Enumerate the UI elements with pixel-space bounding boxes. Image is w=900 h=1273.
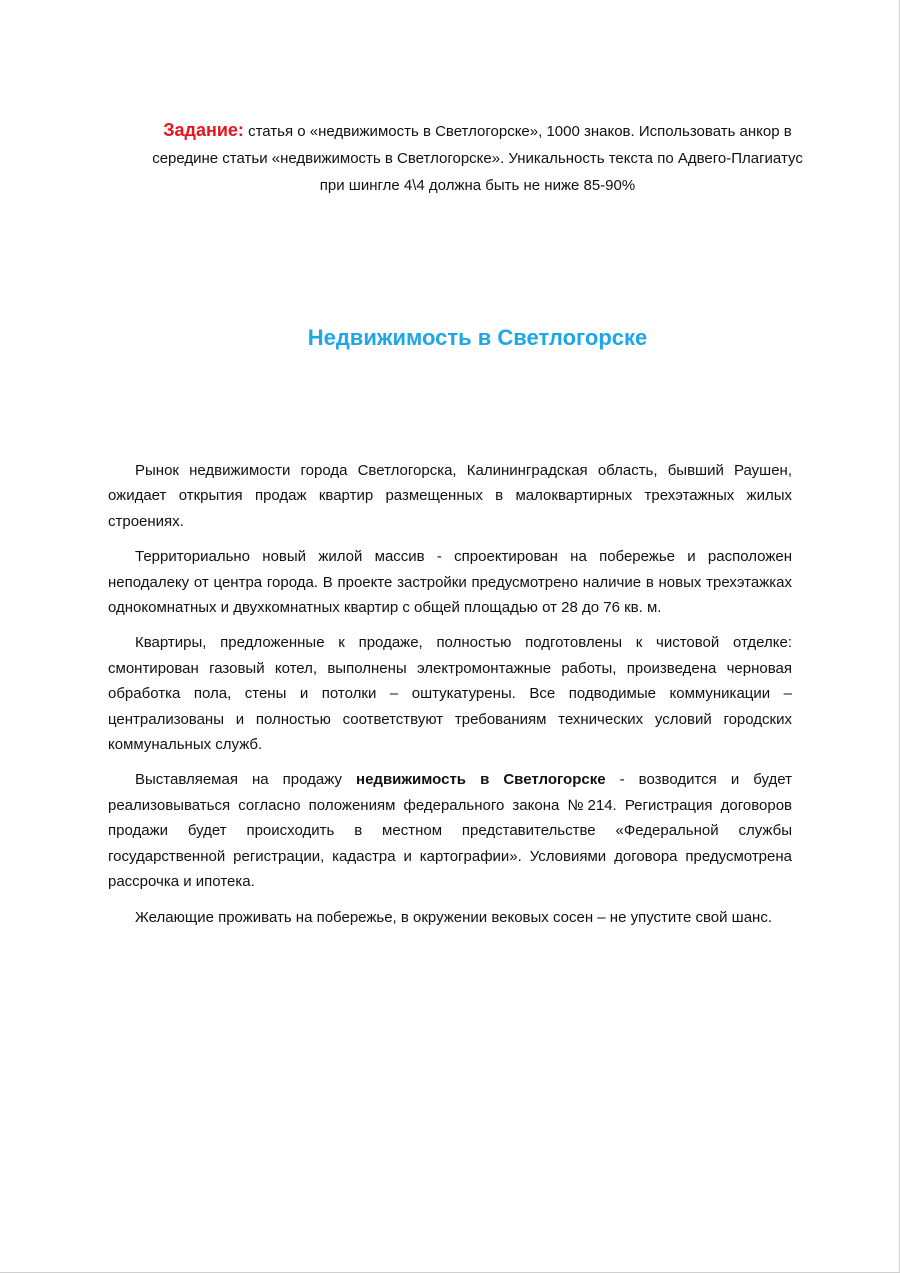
paragraph-4-start: Выставляемая на продажу xyxy=(135,771,357,789)
paragraph-4-end: - возводится и будет реализовываться согласно положениям федерального закона №214. Регистрация договоров продажи будет происходить в местном представительстве «Федеральной службы государственной регистрации, кадастра и картографии». Условиями договора предусмотрена рассрочка и ипотека. xyxy=(108,771,792,891)
article-body xyxy=(108,458,792,940)
article-paragraph-2: Территориально новый жилой массив - спроектирован на побережье и расположен неподалеку от центра города. В проекте застройки предусмотрено наличие в новых трехэтажках однокомнатных и двухкомнатных квартир с общей площадью от 28 до 76 кв. м. xyxy=(108,548,792,617)
anchor-text: недвижимость в Светлогорске xyxy=(356,771,606,789)
article-paragraph-5: Желающие проживать на побережье, в окружении вековых сосен – не упустите свой шанс. xyxy=(135,908,773,926)
article-title: Недвижимость в Светлогорске xyxy=(307,325,648,350)
article-paragraph-1: Рынок недвижимости города Светлогорска, Калининградская область, бывший Раушен, ожидает открытия продаж квартир размещенных в малоквартирных трехэтажных жилых строениях. xyxy=(108,462,792,530)
article-paragraph-3: Квартиры, предложенные к продаже, полностью подготовлены к чистовой отделке: смонтирован газовый котел, выполнены электромонтажные работы, произведена черновая обработка пола, стены и потолки – оштукатурены. Все подводимые коммуникации – централизованы и полностью соответствуют требованиям технических условий городских коммунальных служб. xyxy=(108,634,792,754)
task-label: Задание: xyxy=(163,120,244,140)
task-description xyxy=(150,117,805,199)
task-text: статья о «недвижимость в Светлогорске», 1000 знаков. Использовать анкор в середине статьи «недвижимость в Светлогорске». Уникальность текста по Адвего-Плагиатус при шингле 4\4 должна быть не ниже 85-90% xyxy=(152,123,803,194)
article-paragraph-4 xyxy=(108,767,792,894)
